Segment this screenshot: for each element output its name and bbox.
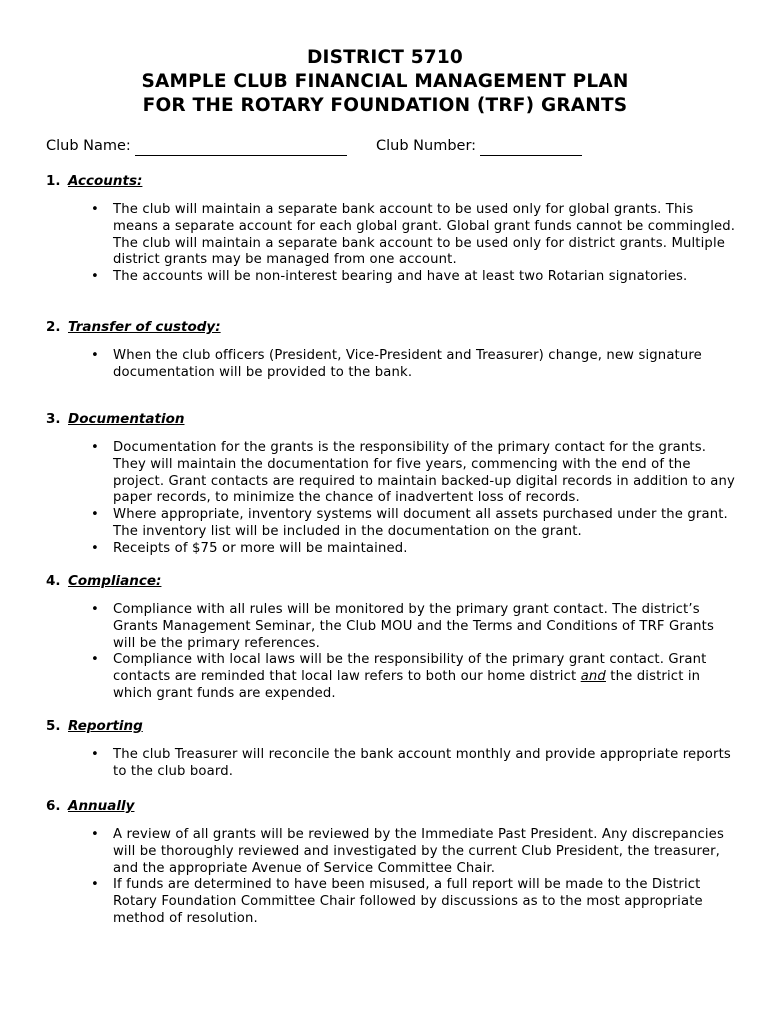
bullet-list <box>46 440 736 558</box>
section-heading <box>46 410 736 428</box>
list-item <box>46 236 736 270</box>
list-item-text-before: Compliance with local laws will be the responsibility of the primary grant contact. Grant contacts are reminded that local law refers to both our home district <box>113 652 707 685</box>
list-item <box>46 541 736 558</box>
list-item-text: Receipts of $75 or more will be maintained. <box>113 540 408 556</box>
bullet-list <box>46 202 736 286</box>
list-item-text: The club Treasurer will reconcile the bank account monthly and provide appropriate reports to the club board. <box>113 747 731 779</box>
club-name-label: Club Name: <box>46 138 131 154</box>
section-title: Transfer of custody: <box>68 319 221 335</box>
list-item-text: A review of all grants will be reviewed by the Immediate Past President. Any discrepancies will be thoroughly reviewed and investigated by the current Club President, the treasurer, and the appropriate Avenue of Service Committee Chair. <box>113 827 724 876</box>
section-title: Accounts: <box>68 173 143 189</box>
bullet-list <box>46 348 736 382</box>
bullet-icon: • <box>91 202 99 217</box>
bullet-icon: • <box>91 747 99 762</box>
bullet-icon: • <box>91 507 99 523</box>
list-item <box>46 602 736 652</box>
section-annually <box>46 797 736 928</box>
section-compliance <box>46 572 736 703</box>
emphasis-and: and <box>580 669 606 685</box>
bullet-icon: • <box>91 348 99 363</box>
bullet-list <box>46 827 736 928</box>
bullet-icon: • <box>91 440 99 455</box>
title-line-trf: FOR THE ROTARY FOUNDATION (TRF) GRANTS <box>142 95 628 116</box>
list-item <box>46 440 736 507</box>
list-item <box>46 348 736 382</box>
list-item-text: Documentation for the grants is the responsibility of the primary contact for the grants. They will maintain the documentation for five years, commencing with the end of the project. Grant contacts are required to maintain backed-up digital records in addition to any paper records, to minimize the chance of inadvertent loss of records. <box>113 440 735 506</box>
bullet-icon: • <box>91 827 99 842</box>
section-number: 3. <box>46 411 61 427</box>
club-number-field[interactable] <box>480 139 582 156</box>
section-number: 4. <box>46 573 61 589</box>
club-name-field[interactable] <box>135 139 347 156</box>
section-heading <box>46 172 736 190</box>
section-heading <box>46 318 736 336</box>
section-number: 1. <box>46 173 61 189</box>
list-item-text: The club will maintain a separate bank account to be used only for global grants. This means a separate account for each global grant. Global grant funds cannot be commingled. <box>113 202 736 234</box>
section-documentation <box>46 410 736 558</box>
section-number: 6. <box>46 798 61 814</box>
bullet-icon: • <box>91 540 99 556</box>
section-title: Documentation <box>68 411 185 427</box>
section-number: 5. <box>46 718 61 734</box>
section-heading <box>46 572 736 590</box>
list-item-text: If funds are determined to have been misused, a full report will be made to the District Rotary Foundation Committee Chair followed by discussions as to the most appropriate method of resolution. <box>113 877 703 926</box>
title-line-plan: SAMPLE CLUB FINANCIAL MANAGEMENT PLAN <box>141 71 629 92</box>
section-title: Compliance: <box>68 573 162 589</box>
bullet-list <box>46 602 736 703</box>
bullet-icon: • <box>91 269 99 285</box>
section-accounts <box>46 172 736 286</box>
list-item <box>46 202 736 236</box>
section-heading <box>46 797 736 815</box>
document-title <box>0 46 770 118</box>
section-number: 2. <box>46 319 61 335</box>
list-item-text: Where appropriate, inventory systems will document all assets purchased under the grant. The inventory list will be included in the documentation on the grant. <box>113 507 728 539</box>
section-transfer-of-custody <box>46 318 736 382</box>
list-item <box>46 827 736 877</box>
list-item-text: Compliance with all rules will be monitored by the primary grant contact. The district’s Grants Management Seminar, the Club MOU and the Terms and Conditions of TRF Grants will be the primary references. <box>113 602 715 651</box>
list-item-text: The club will maintain a separate bank account to be used only for district grants. Multiple district grants may be managed from one account. <box>113 235 726 268</box>
bullet-icon: • <box>91 602 99 617</box>
club-number-label: Club Number: <box>376 138 477 154</box>
list-item-text-after: the district in which grant funds are expended. <box>113 669 701 701</box>
list-item-text: The accounts will be non-interest bearing and have at least two Rotarian signatories. <box>113 269 688 285</box>
section-reporting <box>46 717 736 781</box>
list-item <box>46 507 736 541</box>
bullet-icon: • <box>91 652 99 668</box>
list-item <box>46 652 736 702</box>
club-info-row <box>46 136 746 156</box>
section-title: Annually <box>68 798 135 814</box>
title-line-district: DISTRICT 5710 <box>306 47 464 68</box>
club-number-group <box>376 136 582 156</box>
list-item <box>46 747 736 781</box>
bullet-list <box>46 747 736 781</box>
section-title: Reporting <box>68 718 143 734</box>
list-item-text: When the club officers (President, Vice-President and Treasurer) change, new signature documentation will be provided to the bank. <box>113 348 702 380</box>
list-item <box>46 877 736 927</box>
section-heading <box>46 717 736 735</box>
list-item <box>46 269 736 286</box>
bullet-icon: • <box>91 877 99 893</box>
